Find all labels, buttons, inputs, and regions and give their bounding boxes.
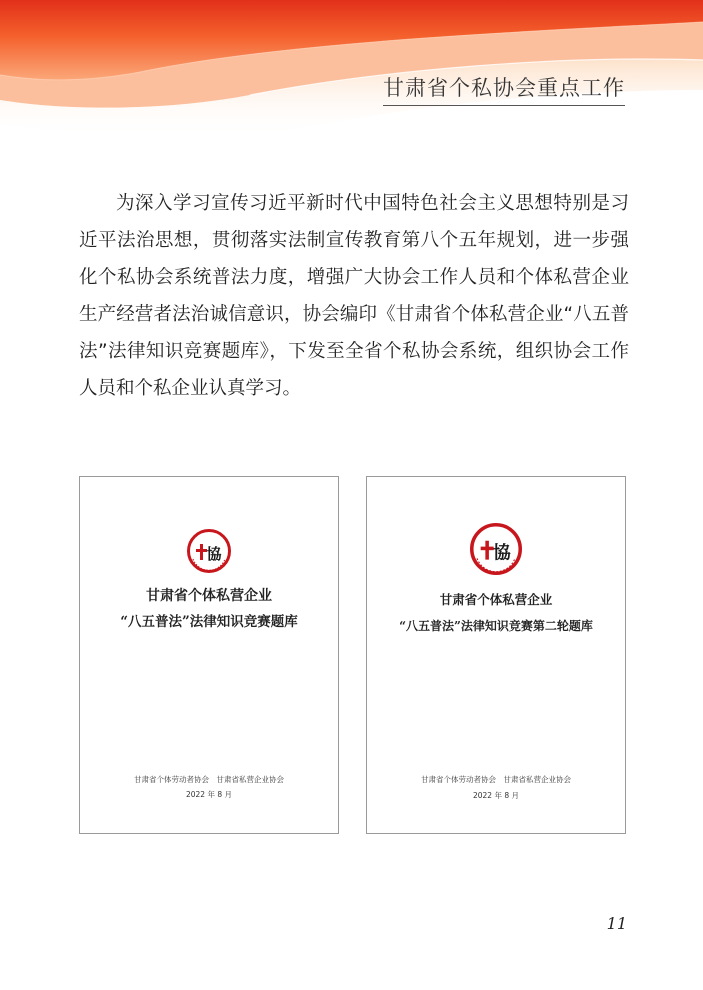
cover-title-line2: “八五普法”法律知识竞赛题库 xyxy=(120,614,298,630)
seal-character: 協 xyxy=(493,542,511,564)
book-cover-second xyxy=(366,476,626,834)
section-title: 甘肃省个私协会重点工作 xyxy=(383,72,625,106)
cover-title-line1: 甘肃省个体私营企业 xyxy=(439,592,553,607)
cover-date: 2022 年 8 月 xyxy=(185,790,232,799)
seal-character: 協 xyxy=(206,545,222,563)
book-cover-first xyxy=(79,476,339,834)
association-seal-icon xyxy=(187,529,231,573)
body-paragraph: 为深入学习宣传习近平新时代中国特色社会主义思想特别是习近平法治思想，贯彻落实法制宣传教育第八个五年规划，进一步强化个私协会系统普法力度，增强广大协会工作人员和个体私营企业生产经营者法治诚信意识，协会编印《甘肃省个体私营企业“八五普法”法律知识竞赛题库》，下发至全省个私协会系统，组织协会工作人员和个私企业认真学习。 xyxy=(79,193,629,399)
cover-publisher: 甘肃省个体劳动者协会 甘肃省私营企业协会 xyxy=(421,775,571,784)
cover-title-line1: 甘肃省个体私营企业 xyxy=(146,588,272,604)
cover-publisher: 甘肃省个体劳动者协会 甘肃省私营企业协会 xyxy=(134,775,284,784)
cover-title-line2: “八五普法”法律知识竞赛第二轮题库 xyxy=(399,619,593,633)
association-seal-icon xyxy=(470,523,522,575)
cover-date: 2022 年 8 月 xyxy=(472,791,519,800)
page-number: 11 xyxy=(606,914,627,933)
